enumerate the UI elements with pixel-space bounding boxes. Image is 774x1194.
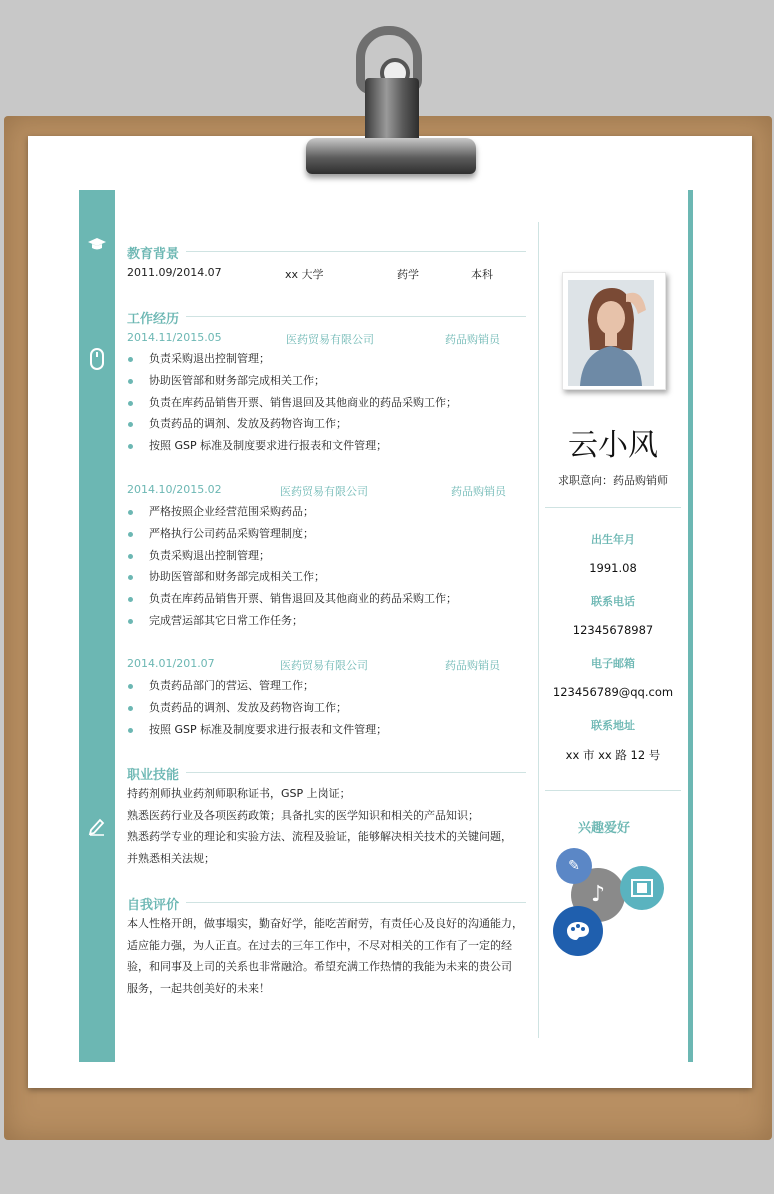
pencil-icon: [79, 816, 115, 840]
birth-value: 1991.08: [589, 561, 637, 575]
list-item: 按照 GSP 标准及制度要求进行报表和文件管理；: [127, 435, 457, 457]
skills-rule: [186, 772, 526, 773]
self-eval-text: [127, 913, 532, 999]
email-label: 电子邮箱: [591, 657, 635, 670]
self-eval-title: 自我评价: [127, 898, 180, 913]
self-eval-line: 验，和同事及上司的关系也非常融洽。希望充满工作热情的我能为未来的贵公司: [127, 960, 512, 974]
phone-value: 12345678987: [572, 623, 654, 637]
list-item: 负责药品的调剂、发放及药物咨询工作；: [127, 413, 457, 435]
list-item: 负责采购退出控制管理；: [127, 348, 457, 370]
job-1-company: 医药贸易有限公司: [286, 333, 374, 346]
graduation-cap-icon: [79, 236, 115, 256]
pencil-icon: ✎: [556, 848, 592, 884]
clip-base: [306, 138, 476, 174]
skills-line: 熟悉药学专业的理论和实验方法、流程及验证，能够解决相关技术的关键问题，: [127, 830, 512, 844]
education-rule: [186, 251, 526, 252]
hobby-divider: [545, 790, 681, 791]
profile-photo: [568, 280, 654, 386]
list-item: 按照 GSP 标准及制度要求进行报表和文件管理；: [127, 719, 387, 741]
job-1-date: 2014.11/2015.05: [127, 331, 222, 344]
job-2-date: 2014.10/2015.02: [127, 483, 222, 496]
email-value: 123456789@qq.com: [552, 685, 674, 699]
list-item: 协助医管部和财务部完成相关工作；: [127, 370, 457, 392]
self-eval-line: 适应能力强，为人正直。在过去的三年工作中，不尽对相关的工作有了一定的经: [127, 938, 512, 952]
job-1-position: 药品购销员: [445, 333, 500, 346]
self-eval-rule: [186, 902, 526, 903]
job-3-date: 2014.01/201.07: [127, 657, 215, 670]
work-title: 工作经历: [127, 312, 180, 327]
list-item: 完成营运部其它日常工作任务；: [127, 610, 457, 632]
skills-text: [127, 783, 532, 869]
list-item: 负责采购退出控制管理；: [127, 545, 457, 567]
candidate-name: 云小风: [568, 428, 658, 463]
mouse-icon: [79, 348, 115, 374]
job-3-position: 药品购销员: [445, 659, 500, 672]
left-accent-band: [79, 190, 115, 1062]
list-item: 协助医管部和财务部完成相关工作；: [127, 566, 457, 588]
work-rule: [186, 316, 526, 317]
phone-label: 联系电话: [591, 595, 635, 608]
job-intent: 求职意向：药品购销师: [558, 474, 668, 487]
education-degree: 本科: [471, 268, 493, 281]
list-item: 负责药品的调剂、发放及药物咨询工作；: [127, 697, 387, 719]
job-2-duties: [127, 501, 457, 632]
list-item: 负责药品部门的营运、管理工作；: [127, 675, 387, 697]
self-eval-line: 本人性格开朗，做事塌实，勤奋好学，能吃苦耐劳，有责任心及良好的沟通能力，: [127, 917, 523, 930]
skills-line: 熟悉医药行业及各项医药政策；具备扎实的医学知识和相关的产品知识；: [127, 808, 479, 822]
skills-title: 职业技能: [127, 768, 180, 783]
hobbies-title: 兴趣爱好: [577, 821, 630, 836]
skills-line: 持药剂师执业药剂师职称证书，GSP 上岗证；: [127, 787, 351, 800]
music-icon: ♪: [571, 868, 625, 922]
list-item: 负责在库药品销售开票、销售退回及其他商业的药品采购工作；: [127, 392, 457, 414]
job-3-company: 医药贸易有限公司: [280, 659, 368, 672]
education-major: 药学: [397, 268, 419, 281]
list-item: 严格执行公司药品采购管理制度；: [127, 523, 457, 545]
education-title: 教育背景: [127, 247, 180, 262]
list-item: 负责在库药品销售开票、销售退回及其他商业的药品采购工作；: [127, 588, 457, 610]
profile-divider: [545, 507, 681, 508]
job-2-position: 药品购销员: [451, 485, 506, 498]
palette-icon: [553, 906, 603, 956]
clip-neck: [365, 78, 419, 144]
film-icon: [620, 866, 664, 910]
right-accent-line: [688, 190, 693, 1062]
job-3-duties: [127, 675, 387, 740]
job-2-company: 医药贸易有限公司: [280, 485, 368, 498]
birth-label: 出生年月: [591, 533, 635, 546]
address-value: xx 市 xx 路 12 号: [565, 748, 661, 762]
address-label: 联系地址: [591, 719, 635, 732]
education-date: 2011.09/2014.07: [127, 266, 222, 279]
self-eval-line: 服务，一起共创美好的未来！: [127, 981, 270, 995]
job-1-duties: [127, 348, 457, 457]
skills-line: 并熟悉相关法规；: [127, 851, 215, 865]
list-item: 严格按照企业经营范围采购药品；: [127, 501, 457, 523]
education-school: xx 大学: [285, 268, 324, 281]
